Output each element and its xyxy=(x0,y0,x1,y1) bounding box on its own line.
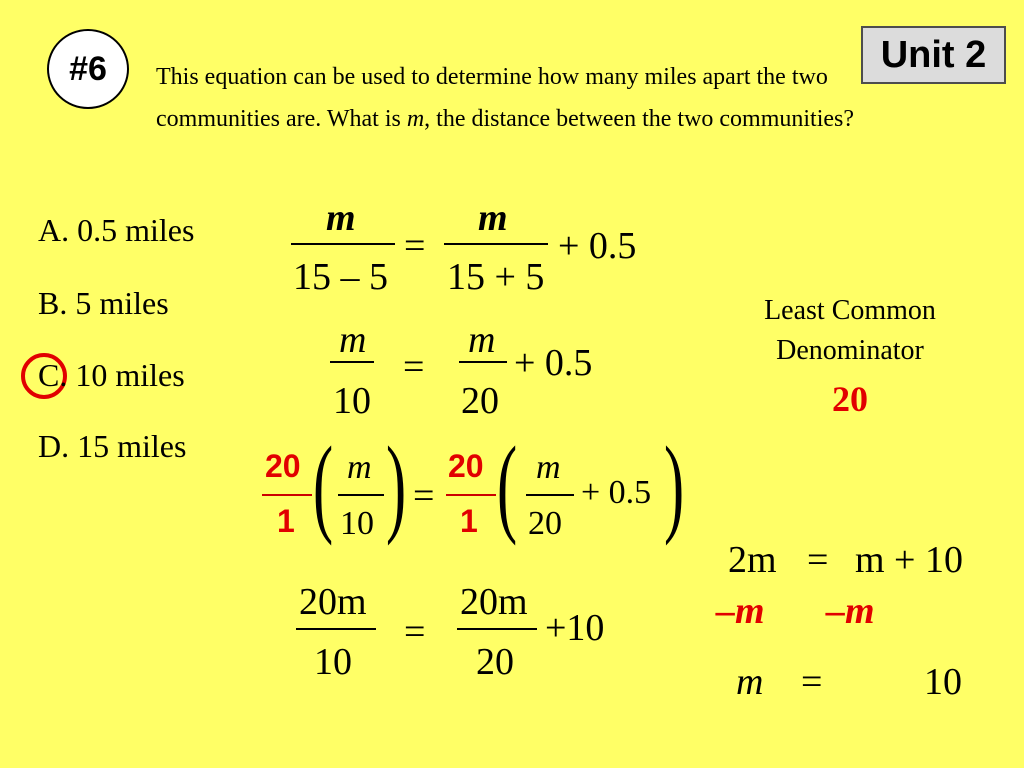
eq1-plus-term: + 0.5 xyxy=(558,225,637,267)
unit-label: Unit 2 xyxy=(861,26,1006,84)
eq2-plus-term: + 0.5 xyxy=(514,342,593,384)
eq3-multiplier-denominator-right: 1 xyxy=(460,503,478,539)
eq4-fraction-bar-left xyxy=(296,628,376,630)
lcd-value: 20 xyxy=(832,379,868,419)
eq3-numerator-left: m xyxy=(347,449,372,486)
solve-subtract-right: –m xyxy=(826,590,875,632)
solve-line3-left: m xyxy=(736,661,764,703)
choice-b[interactable]: B. 5 miles xyxy=(38,285,169,321)
lcd-label-line2: Denominator xyxy=(776,335,924,366)
question-number-badge: #6 xyxy=(47,29,129,109)
eq3-close-paren-right: ) xyxy=(664,424,685,546)
solve-subtract-left: –m xyxy=(716,590,765,632)
eq3-multiplier-numerator-right: 20 xyxy=(448,448,484,484)
eq4-denominator-left: 10 xyxy=(314,641,352,683)
eq3-numerator-right: m xyxy=(536,449,561,486)
eq3-plus-term: + 0.5 xyxy=(581,474,652,511)
eq3-multiplier-numerator-left: 20 xyxy=(265,448,301,484)
eq1-numerator-right: m xyxy=(478,197,508,239)
eq1-denominator-right: 15 + 5 xyxy=(447,256,545,298)
eq3-denominator-right: 20 xyxy=(528,505,562,542)
eq3-close-paren-left: ) xyxy=(386,424,407,546)
eq3-open-paren-right: ( xyxy=(497,424,518,546)
solve-line1-left: 2m xyxy=(728,539,777,581)
eq1-fraction-bar-left xyxy=(291,243,395,245)
eq4-plus-term: +10 xyxy=(545,607,605,649)
question-text xyxy=(156,56,856,140)
eq2-numerator-right: m xyxy=(468,319,496,361)
eq3-fraction-bar-left xyxy=(338,494,384,496)
question-part1: This equation can be used to determine how many miles apart the two communities are. What is xyxy=(156,64,828,132)
eq4-equals: = xyxy=(404,611,426,653)
choice-c[interactable]: C. 10 miles xyxy=(38,357,185,393)
eq2-fraction-bar-left xyxy=(330,361,374,363)
eq3-denominator-left: 10 xyxy=(340,505,374,542)
solve-line3-right: 10 xyxy=(924,661,962,703)
eq3-equals: = xyxy=(413,475,435,517)
eq2-equals: = xyxy=(403,346,425,388)
eq4-numerator-left: 20m xyxy=(299,581,367,623)
eq2-denominator-right: 20 xyxy=(461,380,499,422)
solve-line3-equals: = xyxy=(801,661,823,703)
question-part2: , the distance between the two communities? xyxy=(424,106,855,132)
eq2-fraction-bar-right xyxy=(459,361,507,363)
eq2-denominator-left: 10 xyxy=(333,380,371,422)
eq4-fraction-bar-right xyxy=(457,628,537,630)
choice-a[interactable]: A. 0.5 miles xyxy=(38,212,195,248)
eq1-denominator-left: 15 – 5 xyxy=(293,256,388,298)
eq3-fraction-bar-right xyxy=(526,494,574,496)
eq3-multiplier-denominator-left: 1 xyxy=(277,503,295,539)
eq3-open-paren-left: ( xyxy=(313,424,334,546)
solve-line1-right: m + 10 xyxy=(855,539,963,581)
eq4-numerator-right: 20m xyxy=(460,581,528,623)
eq3-multiplier-bar-right xyxy=(446,494,496,496)
choice-d[interactable]: D. 15 miles xyxy=(38,428,187,464)
eq1-equals: = xyxy=(404,225,426,267)
eq1-numerator-left: m xyxy=(326,197,356,239)
question-variable: m xyxy=(406,106,425,132)
solve-line1-equals: = xyxy=(807,539,829,581)
eq3-multiplier-bar-left xyxy=(262,494,312,496)
eq1-fraction-bar-right xyxy=(444,243,548,245)
eq2-numerator-left: m xyxy=(339,319,367,361)
lcd-label-line1: Least Common xyxy=(764,295,936,326)
eq4-denominator-right: 20 xyxy=(476,641,514,683)
